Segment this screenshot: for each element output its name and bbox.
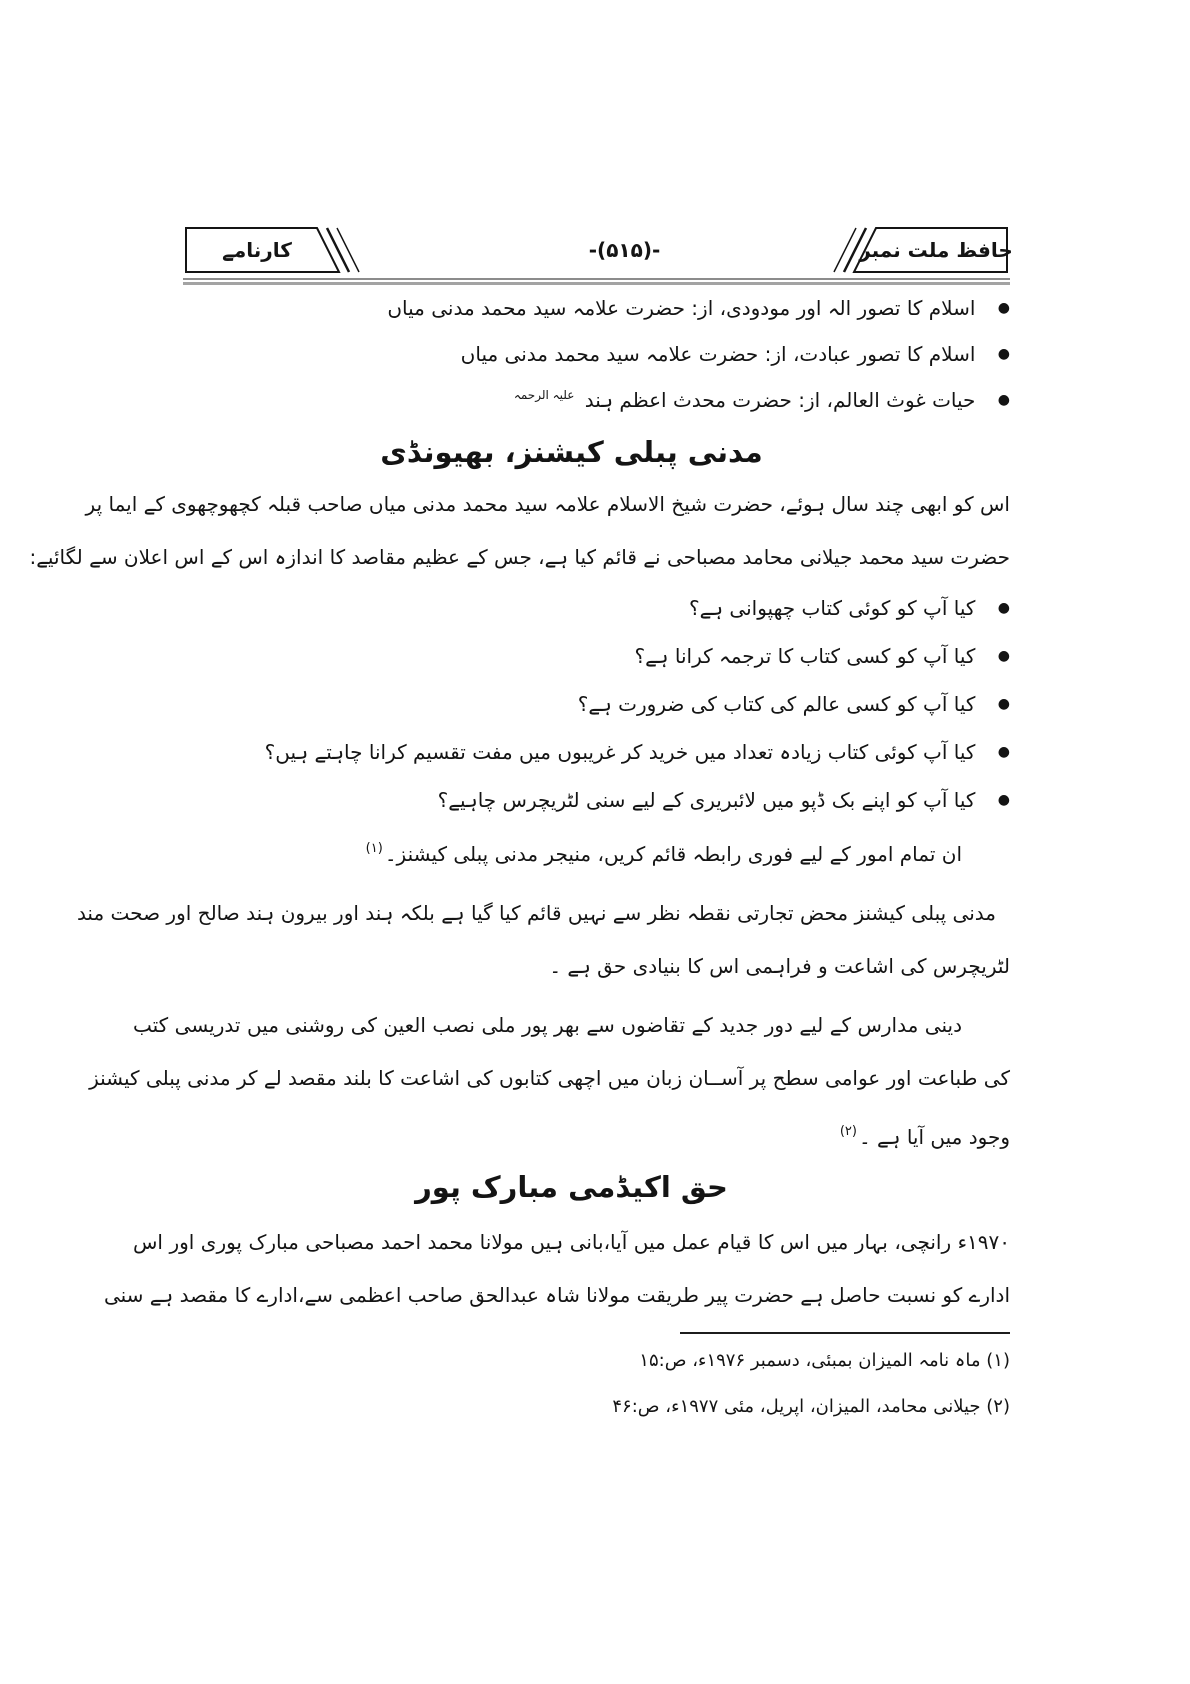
bullet-icon: ●	[997, 648, 1010, 664]
bullet-icon: ●	[997, 744, 1010, 760]
header-rule	[183, 278, 1010, 285]
text-line: ۱۹۷۰ء رانچی، بہار میں اس کا قیام عمل میں آیا،بانی ہیں مولانا محمد احمد مصباحی مبارک پوری اور اس	[133, 1230, 1010, 1254]
header-section-box	[183, 225, 373, 275]
footnote: (۱) ماہ نامہ المیزان بمبئی، دسمبر ۱۹۷۶ء، ص:۱۵	[639, 1350, 1010, 1371]
bullet-icon: ●	[997, 792, 1010, 808]
question-text: کیا آپ کو اپنے بک ڈپو میں لائبریری کے لیے سنی لٹریچرس چاہیے؟	[437, 788, 976, 812]
paragraph-intro	[29, 478, 1010, 584]
header-title-box	[820, 225, 1013, 275]
text-line: حضرت سید محمد جیلانی محامد مصباحی نے قائم کیا ہے، جس کے عظیم مقاصد کا اندازہ اس کے اس اعلان سے لگائیے:	[29, 545, 1010, 569]
section-heading-haq-academy: حق اکیڈمی مبارک پور	[415, 1170, 728, 1204]
list-item	[133, 680, 1010, 728]
paragraph-purpose	[76, 887, 1010, 993]
list-item	[133, 377, 1010, 426]
text-fragment: وجود میں آیا ہے ۔	[858, 1125, 1010, 1149]
text-line: مدنی پبلی کیشنز محض تجارتی نقطہ نظر سے نہیں قائم کیا گیا ہے بلکہ ہند اور بیرون ہند صالح اور صحت مند	[76, 901, 996, 925]
text-line: کی طباعت اور عوامی سطح پر آســان زبان میں اچھی کتابوں کی اشاعت کا بلند مقصد لے کر مدنی پبلی کیشنز	[89, 1066, 1010, 1090]
list-item	[133, 728, 1010, 776]
book-title: حیات غوث العالم، از: حضرت محدث اعظم ہند	[584, 388, 976, 412]
list-item	[133, 285, 1010, 331]
question-text: کیا آپ کو کوئی کتاب چھپوانی ہے؟	[689, 596, 976, 620]
contact-text: ان تمام امور کے لیے فوری رابطہ قائم کریں، منیجر مدنی پبلی کیشنز۔	[384, 842, 962, 866]
header-title: حافظ ملت نمبر	[859, 238, 1013, 262]
honorific-text: علیہ الرحمہ	[513, 388, 575, 402]
list-item	[133, 776, 1010, 824]
footnote-reference-1: (۱)	[365, 841, 383, 856]
footnote-separator	[680, 1332, 1010, 1334]
list-item	[133, 331, 1010, 377]
page-number: -(۵۱۵)-	[588, 238, 661, 262]
bullet-icon: ●	[997, 600, 1010, 616]
text-line: اس کو ابھی چند سال ہوئے، حضرت شیخ الاسلام علامہ سید محمد مدنی میاں صاحب قبلہ کچھوچھوی کے ایما پر	[85, 492, 1010, 516]
header-section-title: کارنامے	[222, 238, 292, 262]
text-line: دینی مدارس کے لیے دور جدید کے تقاضوں سے بھر پور ملی نصب العین کی روشنی میں تدریسی کتب	[133, 1013, 962, 1037]
book-list	[133, 285, 1010, 426]
page-content	[29, 225, 1013, 1430]
section-heading-madani-publications: مدنی پبلی کیشنز، بھیونڈی	[380, 435, 763, 469]
footnote-reference-2: (۲)	[839, 1124, 857, 1139]
contact-instruction-line	[133, 824, 1010, 879]
bullet-icon: ●	[997, 696, 1010, 712]
text-line: لٹریچرس کی اشاعت و فراہمی اس کا بنیادی حق ہے ۔	[549, 954, 1010, 978]
footnotes	[133, 1338, 1010, 1430]
question-text: کیا آپ کو کسی کتاب کا ترجمہ کرانا ہے؟	[634, 644, 976, 668]
list-item	[133, 584, 1010, 632]
book-title: اسلام کا تصور عبادت، از: حضرت علامہ سید محمد مدنی میاں	[460, 342, 976, 366]
questions-list	[133, 584, 1010, 824]
footnote: (۲) جیلانی محامد، المیزان، اپریل، مئی ۱۹۷۷ء، ص:۴۶	[612, 1396, 1010, 1417]
bullet-icon: ●	[997, 392, 1010, 408]
list-item	[133, 632, 1010, 680]
question-text: کیا آپ کو کسی عالم کی کتاب کی ضرورت ہے؟	[577, 692, 976, 716]
paragraph-haq-academy	[103, 1216, 1010, 1322]
question-text: کیا آپ کوئی کتاب زیادہ تعداد میں خرید کر غریبوں میں مفت تقسیم کرانا چاہتے ہیں؟	[264, 740, 976, 764]
bullet-icon: ●	[997, 300, 1010, 316]
paragraph-mission	[89, 999, 1010, 1164]
text-line: ادارے کو نسبت حاصل ہے حضرت پیر طریقت مولانا شاہ عبدالحق صاحب اعظمی سے،ادارے کا مقصد ہے سنی	[103, 1283, 1010, 1307]
page-header	[183, 225, 1013, 275]
bullet-icon: ●	[997, 346, 1010, 362]
text-line	[133, 1105, 1010, 1164]
book-title: اسلام کا تصور الہ اور مودودی، از: حضرت علامہ سید محمد مدنی میاں	[387, 296, 976, 320]
